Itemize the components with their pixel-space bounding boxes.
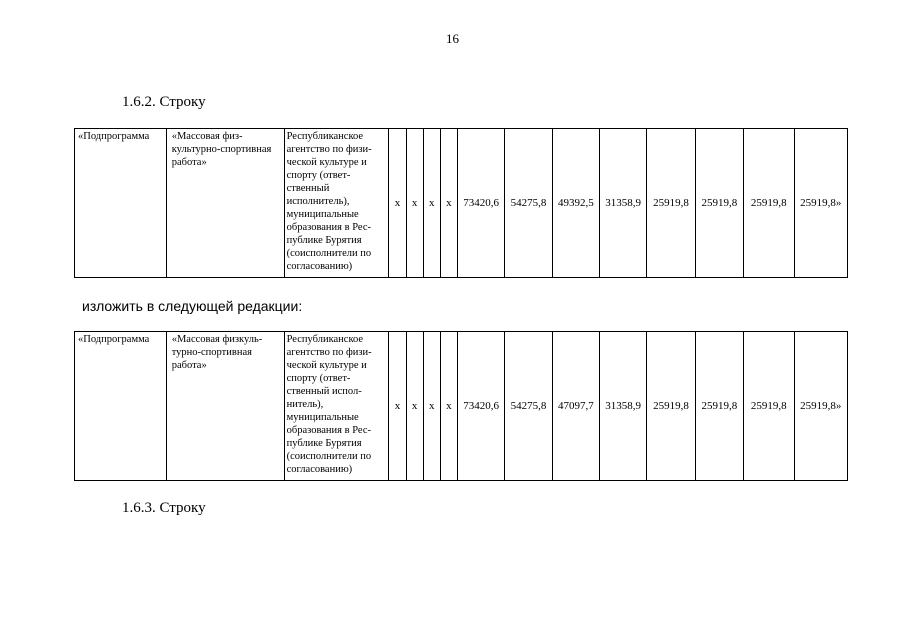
value-cell: 47097,7: [552, 332, 599, 481]
value-cell: 25919,8: [647, 129, 695, 278]
table-old-row: [74, 128, 848, 278]
program-name-cell: «Массовая физ- культурно-спортивная работа»: [166, 129, 284, 278]
table-row: [75, 332, 848, 481]
x-mark-cell: x: [389, 332, 406, 481]
value-cell: 31358,9: [600, 129, 647, 278]
table-row: [75, 129, 848, 278]
x-mark-cell: x: [423, 332, 440, 481]
executor-cell: Республиканское агентство по физи- ческой культуре и спорту (ответ- ственный исполнитель), муниципальные образования в Рес- публике Бурятия (соисполнители по согласованию): [284, 129, 389, 278]
executor-cell: Республиканское агентство по физи- ческой культуре и спорту (ответ- ственный испол- нитель), муниципальные образования в Рес- публике Бурятия (соисполнители по согласованию): [284, 332, 389, 481]
value-cell: 25919,8»: [794, 332, 848, 481]
value-cell: 25919,8: [695, 129, 743, 278]
value-cell: 54275,8: [505, 332, 552, 481]
section-heading-1-6-3: 1.6.3. Строку: [122, 500, 206, 516]
x-mark-cell: x: [440, 332, 457, 481]
x-mark-cell: x: [406, 129, 423, 278]
value-cell: 73420,6: [457, 332, 504, 481]
x-mark-cell: x: [389, 129, 406, 278]
x-mark-cell: x: [440, 129, 457, 278]
value-cell: 25919,8: [647, 332, 695, 481]
value-cell: 49392,5: [552, 129, 599, 278]
section-heading-1-6-2: 1.6.2. Строку: [122, 94, 206, 110]
program-type-cell: «Подпрограмма: [75, 332, 167, 481]
value-cell: 25919,8»: [794, 129, 848, 278]
x-mark-cell: x: [423, 129, 440, 278]
value-cell: 25919,8: [744, 332, 794, 481]
value-cell: 25919,8: [744, 129, 794, 278]
instruction-text: изложить в следующей редакции:: [82, 298, 303, 314]
page-number: 16: [446, 31, 459, 46]
value-cell: 25919,8: [695, 332, 743, 481]
table-new-row: [74, 331, 848, 481]
x-mark-cell: x: [406, 332, 423, 481]
value-cell: 31358,9: [600, 332, 647, 481]
program-name-cell: «Массовая физкуль- турно-спортивная работа»: [166, 332, 284, 481]
value-cell: 73420,6: [457, 129, 504, 278]
program-type-cell: «Подпрограмма: [75, 129, 167, 278]
value-cell: 54275,8: [505, 129, 552, 278]
